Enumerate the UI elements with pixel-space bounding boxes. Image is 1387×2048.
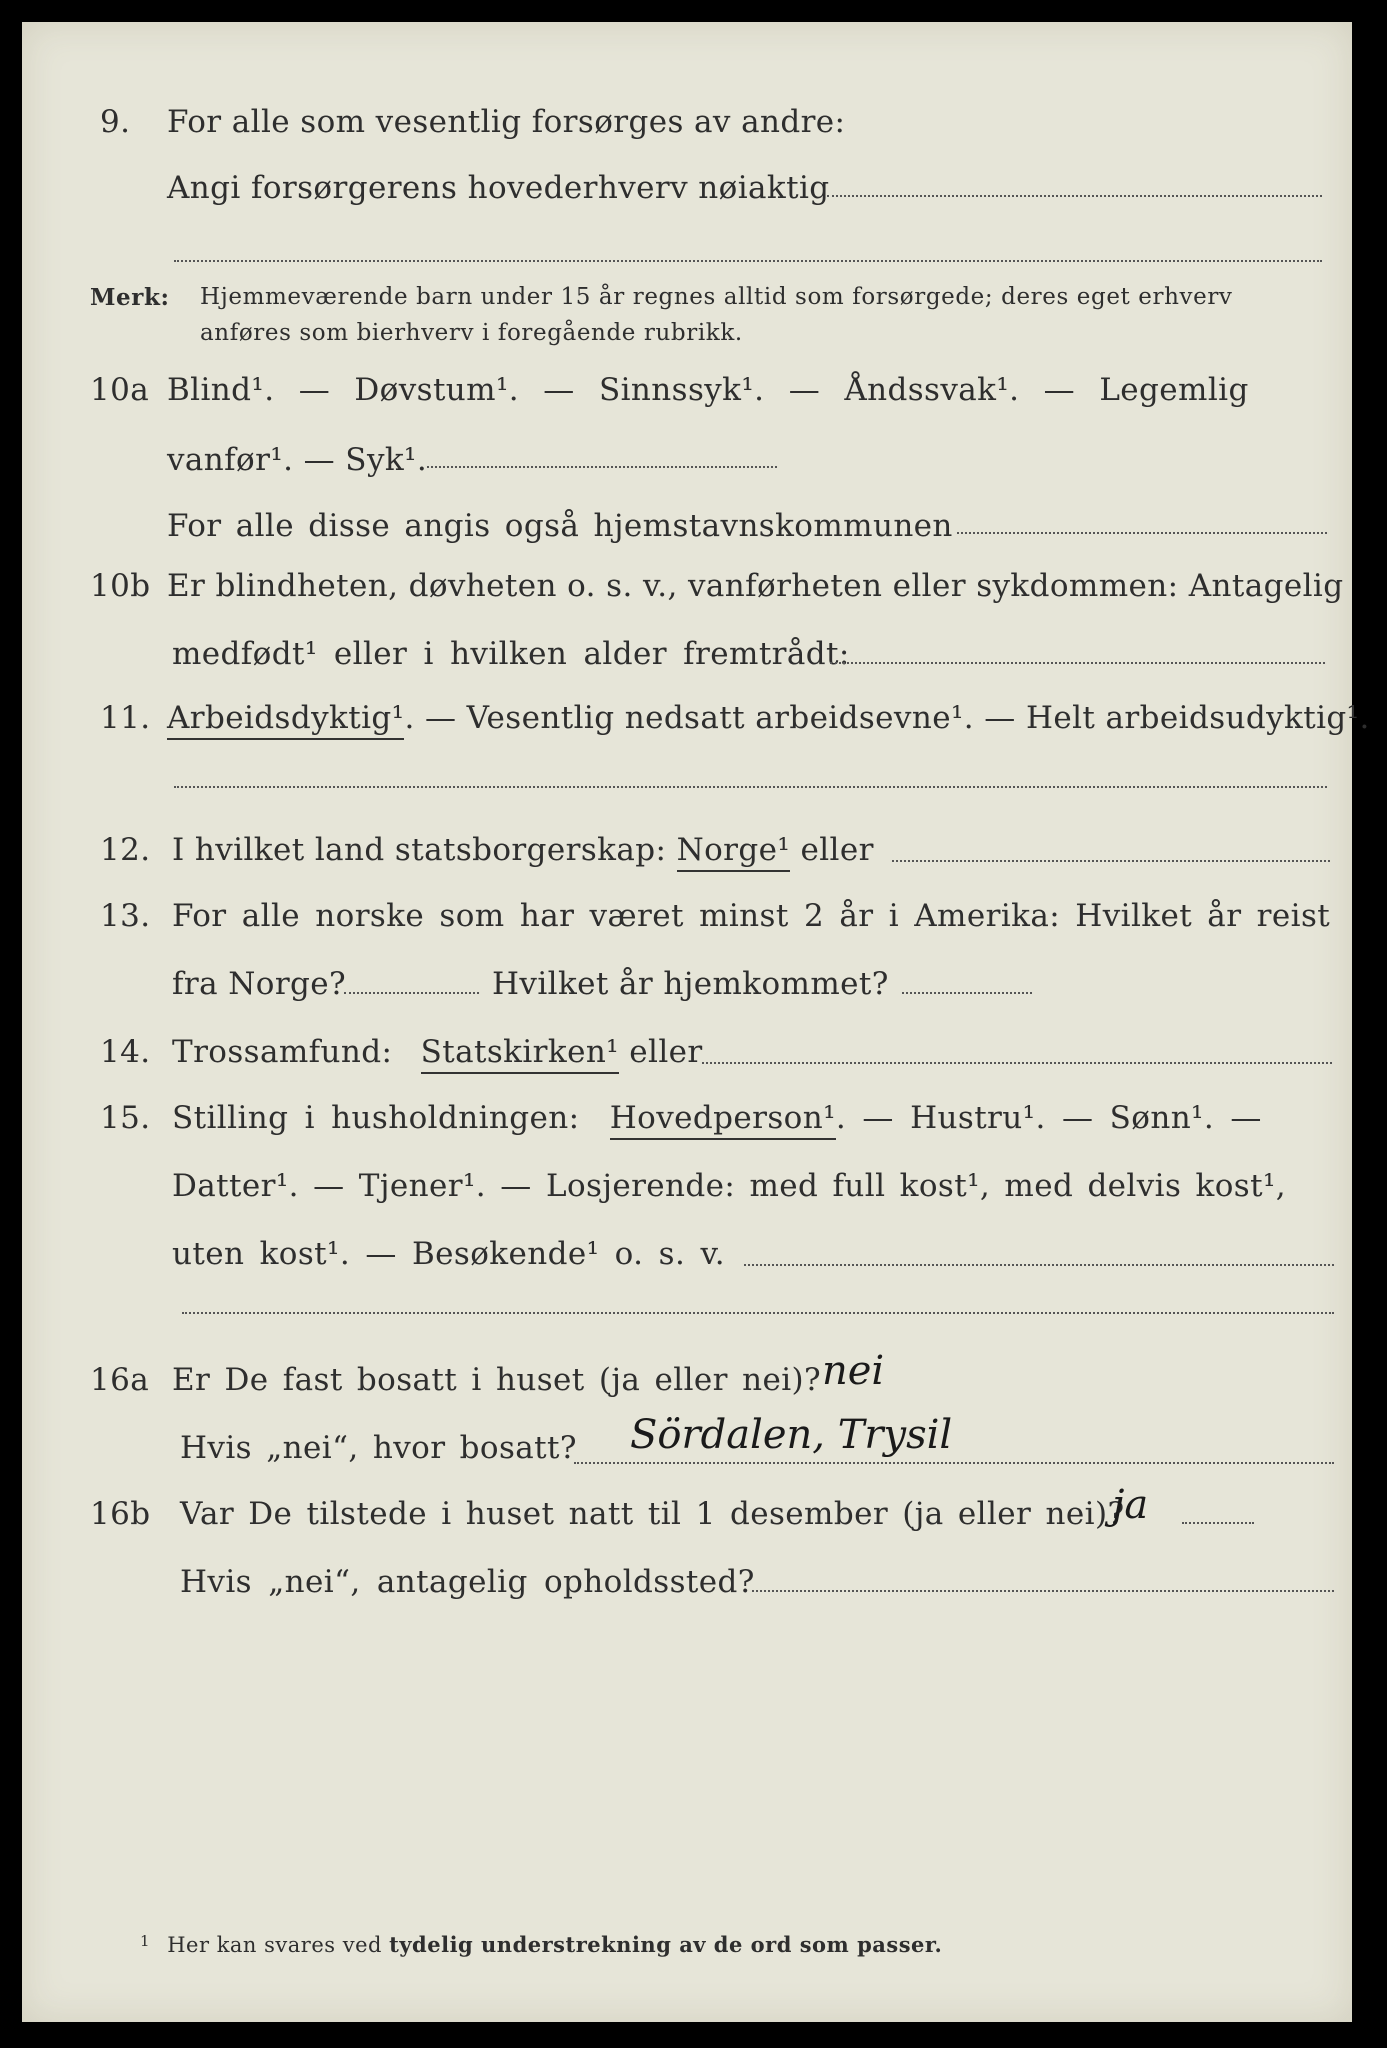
q12-question: I hvilket land statsborgerskap: bbox=[172, 832, 667, 868]
q12-option-norge[interactable]: Norge¹ bbox=[677, 832, 791, 872]
q16b-text1: Var De tilstede i huset natt til 1 desember (ja eller nei)? bbox=[180, 1496, 1125, 1532]
q9-text: For alle som vesentlig forsørges av andre: bbox=[167, 104, 846, 140]
q13-year-left-field[interactable] bbox=[344, 992, 479, 994]
q14-number: 14. bbox=[100, 1034, 151, 1070]
q16b-whereabouts-field[interactable] bbox=[752, 1590, 1334, 1592]
q13-text2b: Hvilket år hjemkommet? bbox=[492, 966, 889, 1002]
q10b-number: 10b bbox=[90, 568, 151, 604]
q13-text2a: fra Norge? bbox=[172, 966, 347, 1002]
q11-option-arbeidsdyktig[interactable]: Arbeidsdyktig¹ bbox=[167, 700, 404, 740]
q10a-text1: Blind¹. — Døvstum¹. — Sinnssyk¹. — Åndssvak¹. — Legemlig bbox=[167, 372, 1249, 408]
merk-text2: anføres som bierhverv i foregående rubrikk. bbox=[200, 320, 743, 346]
q10b-text1: Er blindheten, døvheten o. s. v., vanførheten eller sykdommen: Antagelig bbox=[167, 568, 1344, 604]
q16b-answer-tilstede[interactable]: ja bbox=[1112, 1482, 1149, 1528]
q11-number: 11. bbox=[100, 700, 151, 736]
q16a-answer-bosatt[interactable]: nei bbox=[822, 1348, 885, 1394]
q10a-answer-field[interactable] bbox=[427, 466, 777, 468]
footnote-plain: Her kan svares ved bbox=[167, 1933, 382, 1957]
q14-answer-field[interactable] bbox=[702, 1062, 1332, 1064]
q11-rest: . — Vesentlig nedsatt arbeidsevne¹. — Helt arbeidsudyktig¹. bbox=[404, 700, 1370, 736]
footnote-bold: tydelig understrekning av de ord som passer. bbox=[389, 1932, 943, 1957]
q16a-answer-where[interactable]: Sördalen, Trysil bbox=[630, 1412, 953, 1458]
q16a-where-field[interactable] bbox=[574, 1462, 1334, 1464]
q9-answer-field[interactable] bbox=[827, 195, 1322, 197]
q13-year-returned-field[interactable] bbox=[902, 992, 1032, 994]
q15-question: Stilling i husholdningen: bbox=[172, 1100, 580, 1136]
footnote bbox=[140, 1932, 942, 1957]
q16b-answer-field[interactable] bbox=[1182, 1522, 1254, 1524]
q10a-number: 10a bbox=[90, 372, 150, 408]
q9-answer-field-2[interactable] bbox=[174, 260, 1322, 262]
q12-eller: eller bbox=[800, 832, 874, 868]
q10b-answer-field[interactable] bbox=[830, 662, 1325, 664]
merk-text1: Hjemmeværende barn under 15 år regnes alltid som forsørgede; deres eget erhverv bbox=[200, 284, 1233, 310]
q14-eller: eller bbox=[629, 1034, 703, 1070]
q16a-text1: Er De fast bosatt i huset (ja eller nei)? bbox=[172, 1362, 822, 1398]
q15-option-hovedperson[interactable]: Hovedperson¹ bbox=[610, 1100, 836, 1140]
q9-number: 9. bbox=[100, 104, 131, 140]
q15-text2: Datter¹. — Tjener¹. — Losjerende: med full kost¹, med delvis kost¹, bbox=[172, 1168, 1287, 1204]
merk-label: Merk: bbox=[90, 284, 170, 311]
q13-text1: For alle norske som har været minst 2 år i Amerika: Hvilket år reist bbox=[172, 898, 1331, 934]
q16b-text2: Hvis „nei“, antagelig opholdssted? bbox=[180, 1564, 755, 1600]
q13-number: 13. bbox=[100, 898, 151, 934]
q14-question: Trossamfund: bbox=[172, 1034, 393, 1070]
footnote-mark: 1 bbox=[140, 1932, 151, 1950]
q16a-text2: Hvis „nei“, hvor bosatt? bbox=[180, 1430, 577, 1466]
q10a-hometown-field[interactable] bbox=[957, 532, 1327, 534]
q14-option-statskirken[interactable]: Statskirken¹ bbox=[421, 1034, 619, 1074]
q12-answer-field[interactable] bbox=[892, 860, 1330, 862]
q9-text2: Angi forsørgerens hovederhverv nøiaktig bbox=[167, 170, 830, 206]
q15-answer-field[interactable] bbox=[744, 1264, 1334, 1266]
q15-text3: uten kost¹. — Besøkende¹ o. s. v. bbox=[172, 1236, 725, 1272]
q16a-number: 16a bbox=[90, 1362, 150, 1398]
q10b-text2: medfødt¹ eller i hvilken alder fremtrådt: bbox=[172, 636, 850, 672]
q15-answer-field-2[interactable] bbox=[182, 1312, 1334, 1314]
q11-answer-field[interactable] bbox=[174, 786, 1327, 788]
q16b-number: 16b bbox=[90, 1496, 151, 1532]
q10a-text3: For alle disse angis også hjemstavnskommunen bbox=[167, 508, 953, 544]
census-form-page bbox=[22, 22, 1370, 2022]
q12-number: 12. bbox=[100, 832, 151, 868]
q15-rest: . — Hustru¹. — Sønn¹. — bbox=[835, 1100, 1262, 1136]
q15-number: 15. bbox=[100, 1100, 151, 1136]
q10a-text2: vanfør¹. — Syk¹. bbox=[167, 442, 428, 478]
